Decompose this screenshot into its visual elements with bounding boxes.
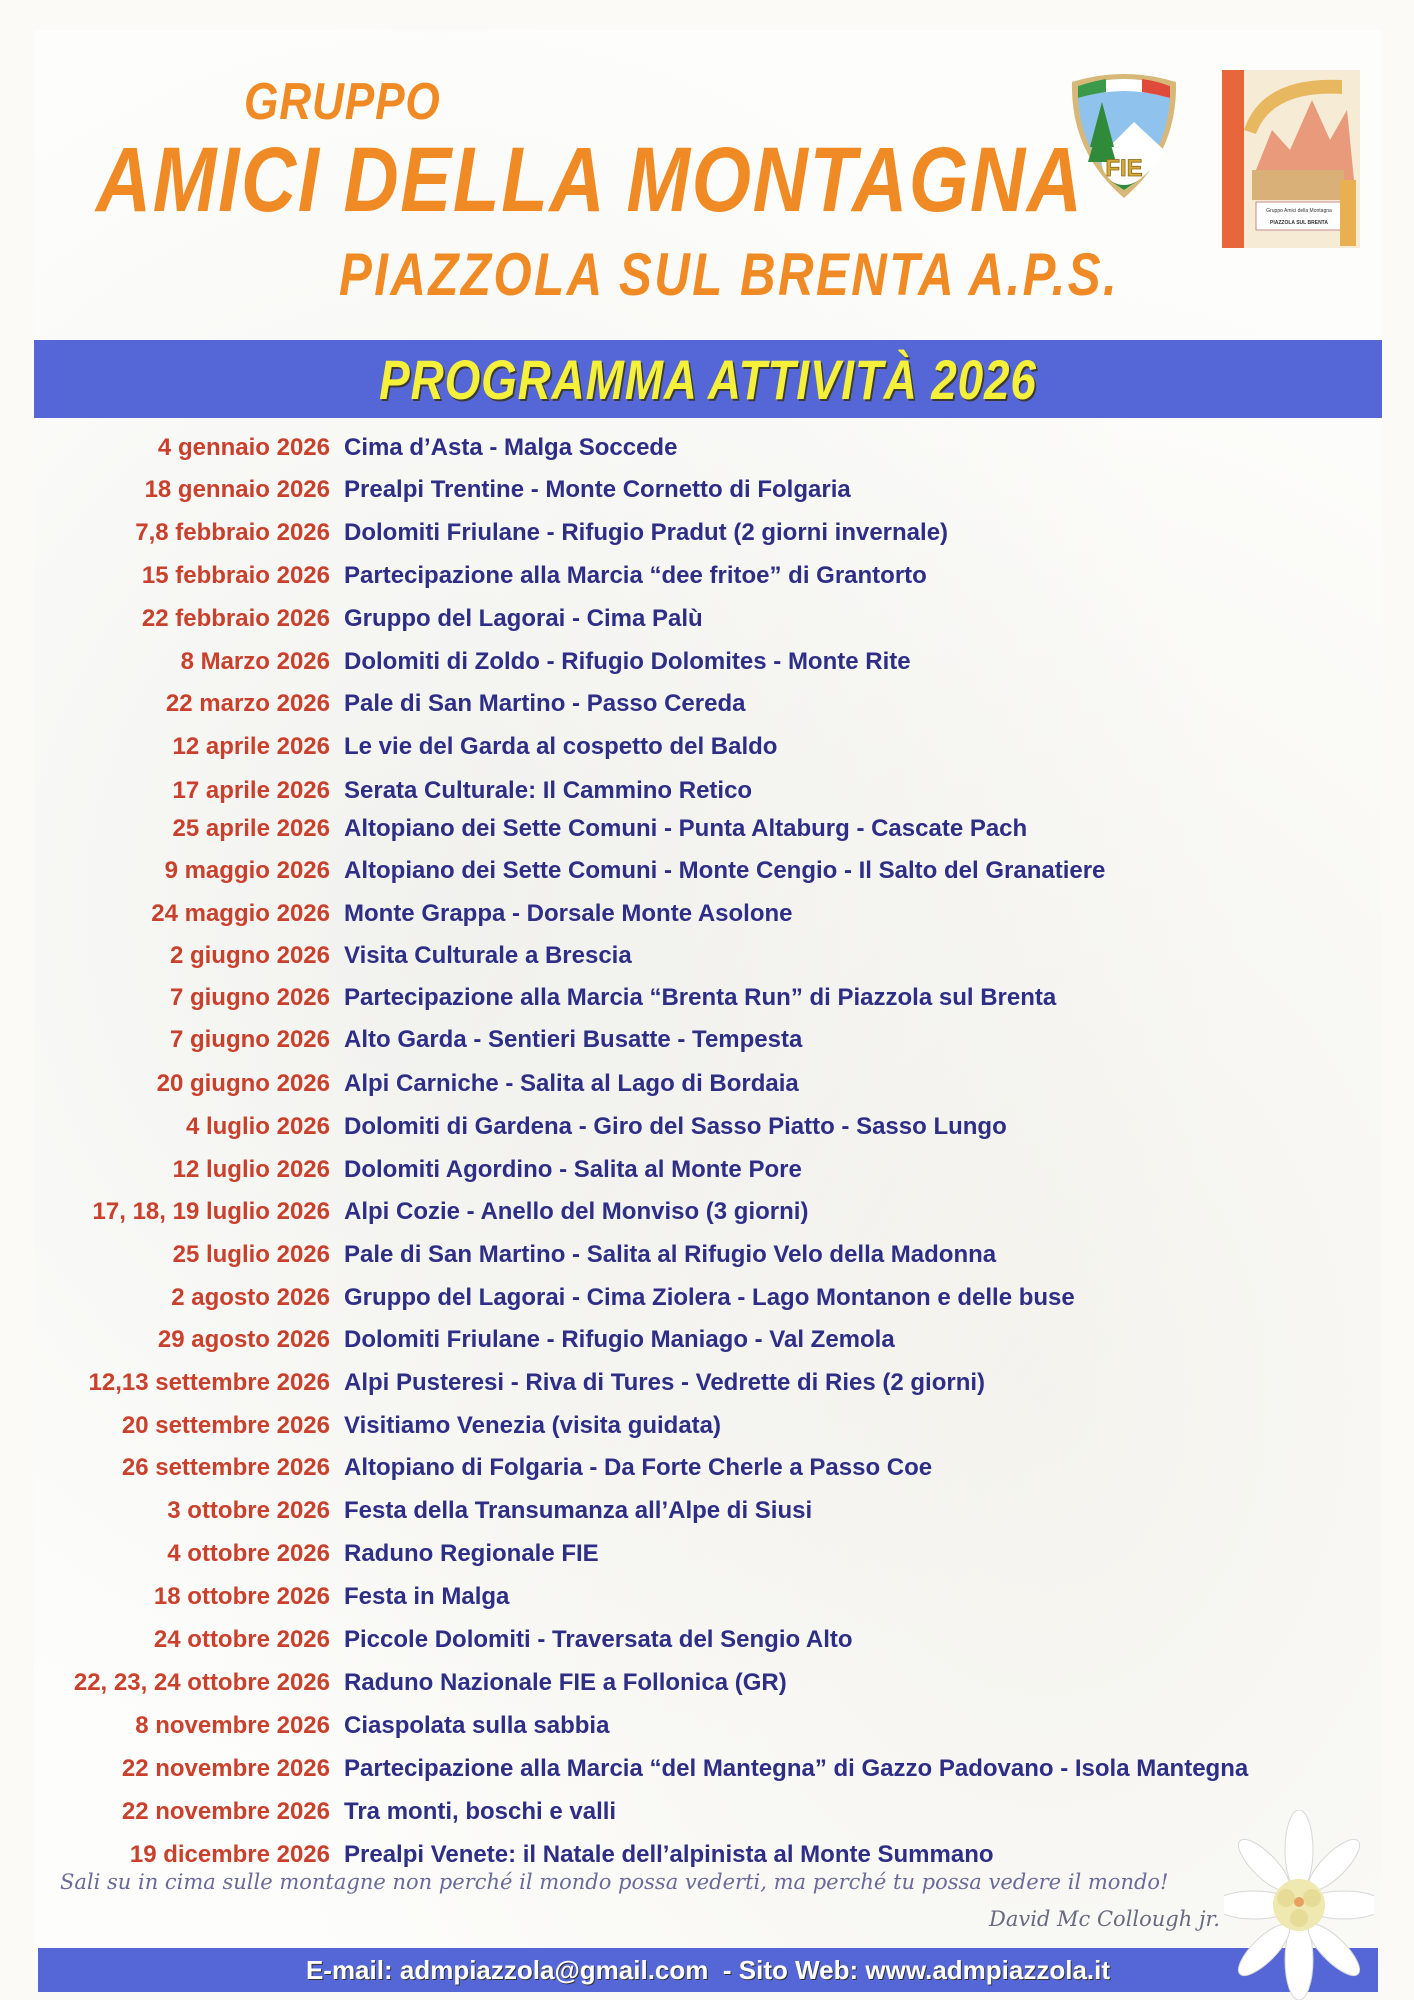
event-activity: Gruppo del Lagorai - Cima Palù [344,605,703,632]
quote-author: David Mc Collough jr. [989,1907,1220,1931]
program-row [34,1235,996,1275]
program-row [34,809,1027,849]
program-row [34,1320,895,1360]
event-activity: Raduno Nazionale FIE a Follonica (GR) [344,1669,787,1696]
event-activity: Alto Garda - Sentieri Busatte - Tempesta [344,1026,803,1053]
website-link[interactable]: www.admpiazzola.it [865,1954,1111,1985]
event-activity: Dolomiti Friulane - Rifugio Maniago - Val Zemola [344,1326,895,1353]
event-activity: Festa in Malga [344,1583,510,1610]
program-row [34,599,703,639]
event-date: 29 agosto 2026 [157,1326,330,1353]
program-row [34,556,927,596]
program-row [34,1406,721,1446]
event-date: 8 novembre 2026 [135,1712,330,1739]
event-activity: Altopiano dei Sette Comuni - Punta Altaburg - Cascate Pach [344,815,1028,842]
program-row [34,936,632,976]
program-row [34,1448,932,1488]
event-date: 26 settembre 2026 [121,1454,330,1481]
program-row [34,1064,799,1104]
program-row [34,1192,808,1232]
event-activity: Serata Culturale: Il Cammino Retico [344,777,753,804]
event-date: 24 ottobre 2026 [153,1626,330,1653]
event-activity: Alpi Pusteresi - Riva di Tures - Vedrette di Ries (2 giorni) [344,1369,986,1396]
event-activity: Prealpi Venete: il Natale dell’alpinista al Monte Summano [344,1841,994,1868]
program-row [34,470,851,510]
program-title: PROGRAMMA ATTIVITÀ 2026 [379,347,1037,411]
event-activity: Festa della Transumanza all’Alpe di Siusi [344,1497,813,1524]
program-row [34,684,745,724]
program-row [34,1577,509,1617]
event-date: 18 gennaio 2026 [144,476,330,503]
event-activity: Dolomiti Friulane - Rifugio Pradut (2 giorni invernale) [344,519,949,546]
event-activity: Partecipazione alla Marcia “Brenta Run” di Piazzola sul Brenta [344,984,1057,1011]
program-banner [34,340,1382,418]
event-activity: Tra monti, boschi e valli [344,1798,617,1825]
event-date: 17 aprile 2026 [172,777,330,804]
event-activity: Altopiano dei Sette Comuni - Monte Cengio - Il Salto del Granatiere [344,857,1106,884]
email-label: E-mail: [305,1954,393,1985]
event-date: 4 gennaio 2026 [157,434,330,461]
program-row [34,1620,853,1660]
event-activity: Piccole Dolomiti - Traversata del Sengio Alto [344,1626,853,1653]
event-date: 20 giugno 2026 [156,1070,330,1097]
event-activity: Altopiano di Folgaria - Da Forte Cherle a Passo Coe [344,1454,933,1481]
program-row [34,1278,1075,1318]
event-date: 22, 23, 24 ottobre 2026 [73,1669,330,1696]
event-activity: Visitiamo Venezia (visita guidata) [344,1412,722,1439]
event-date: 18 ottobre 2026 [153,1583,330,1610]
event-date: 7 giugno 2026 [169,984,330,1011]
event-activity: Ciaspolata sulla sabbia [344,1712,610,1739]
event-activity: Visita Culturale a Brescia [344,942,632,969]
fie-logo-icon [1064,72,1184,202]
program-row [34,1491,812,1531]
edelweiss-flower-icon [1224,1810,1374,2000]
header-location: PIAZZOLA SUL BRENTA A.P.S. [339,241,1120,308]
event-date: 20 settembre 2026 [121,1412,330,1439]
event-date: 22 novembre 2026 [121,1755,330,1782]
fie-logo-text: FIE [1105,155,1143,182]
event-date: 25 aprile 2026 [172,815,330,842]
event-date: 19 dicembre 2026 [129,1841,330,1868]
program-row [34,771,752,811]
event-date: 22 marzo 2026 [165,690,330,717]
program-row [34,1663,787,1703]
event-activity: Partecipazione alla Marcia “del Mantegna” di Gazzo Padovano - Isola Mantegna [344,1755,1249,1782]
program-row [34,1749,1248,1789]
event-date: 9 maggio 2026 [164,857,330,884]
event-date: 2 giugno 2026 [169,942,330,969]
event-date: 7 giugno 2026 [169,1026,330,1053]
event-date: 22 febbraio 2026 [141,605,330,632]
event-activity: Raduno Regionale FIE [344,1540,599,1567]
program-flyer [34,30,1382,1985]
program-row [34,1792,616,1832]
event-activity: Cima d’Asta - Malga Soccede [344,434,678,461]
event-activity: Dolomiti di Gardena - Giro del Sasso Piatto - Sasso Lungo [344,1113,1007,1140]
event-activity: Pale di San Martino - Passo Cereda [344,690,746,717]
event-date: 3 ottobre 2026 [167,1497,330,1524]
program-row [34,513,948,553]
event-date: 12,13 settembre 2026 [88,1369,330,1396]
program-row [34,1363,985,1403]
event-date: 22 novembre 2026 [121,1798,330,1825]
program-row [34,1835,994,1875]
event-date: 4 luglio 2026 [185,1113,330,1140]
event-date: 12 luglio 2026 [172,1156,330,1183]
website-label: Sito Web: [738,1954,859,1985]
event-activity: Alpi Carniche - Salita al Lago di Bordaia [344,1070,799,1097]
header-group-name: AMICI DELLA MONTAGNA [96,129,1084,231]
program-row [34,1706,609,1746]
event-activity: Dolomiti di Zoldo - Rifugio Dolomites - Monte Rite [344,648,911,675]
group-logo-caption: Gruppo Amici della Montagna [1266,208,1332,214]
event-activity: Monte Grappa - Dorsale Monte Asolone [344,900,793,927]
event-date: 4 ottobre 2026 [167,1540,330,1567]
event-date: 24 maggio 2026 [151,900,330,927]
program-row [34,894,793,934]
group-logo-icon [1222,70,1360,248]
event-date: 17, 18, 19 luglio 2026 [92,1198,330,1225]
footer-separator: - [722,1954,732,1985]
program-row [34,1020,802,1060]
email-link[interactable]: admpiazzola@gmail.com [399,1954,709,1985]
program-row [34,642,911,682]
program-row [34,1107,1007,1147]
program-row [34,1150,802,1190]
event-date: 15 febbraio 2026 [141,562,330,589]
program-row [34,851,1105,891]
quote-text: Sali su in cima sulle montagne non perché il mondo possa vederti, ma perché tu possa vedere il mondo! [60,1870,1169,1894]
program-row [34,978,1056,1018]
event-activity: Dolomiti Agordino - Salita al Monte Pore [344,1156,802,1183]
event-activity: Partecipazione alla Marcia “dee fritoe” di Grantorto [344,562,927,589]
event-activity: Prealpi Trentine - Monte Cornetto di Folgaria [344,476,851,503]
program-row [34,1534,599,1574]
event-date: 2 agosto 2026 [171,1284,330,1311]
event-activity: Le vie del Garda al cospetto del Baldo [344,733,778,760]
event-date: 8 Marzo 2026 [180,648,330,675]
event-activity: Pale di San Martino - Salita al Rifugio Velo della Madonna [344,1241,997,1268]
event-activity: Gruppo del Lagorai - Cima Ziolera - Lago Montanon e delle buse [344,1284,1075,1311]
contact-footer [38,1948,1378,1992]
event-date: 7,8 febbraio 2026 [135,519,330,546]
event-date: 12 aprile 2026 [172,733,330,760]
header-gruppo: GRUPPO [244,73,441,131]
program-row [34,727,777,767]
program-row [34,428,677,468]
group-logo-caption-location: PIAZZOLA SUL BRENTA [1270,220,1328,226]
event-date: 25 luglio 2026 [172,1241,330,1268]
event-activity: Alpi Cozie - Anello del Monviso (3 giorni) [344,1198,809,1225]
